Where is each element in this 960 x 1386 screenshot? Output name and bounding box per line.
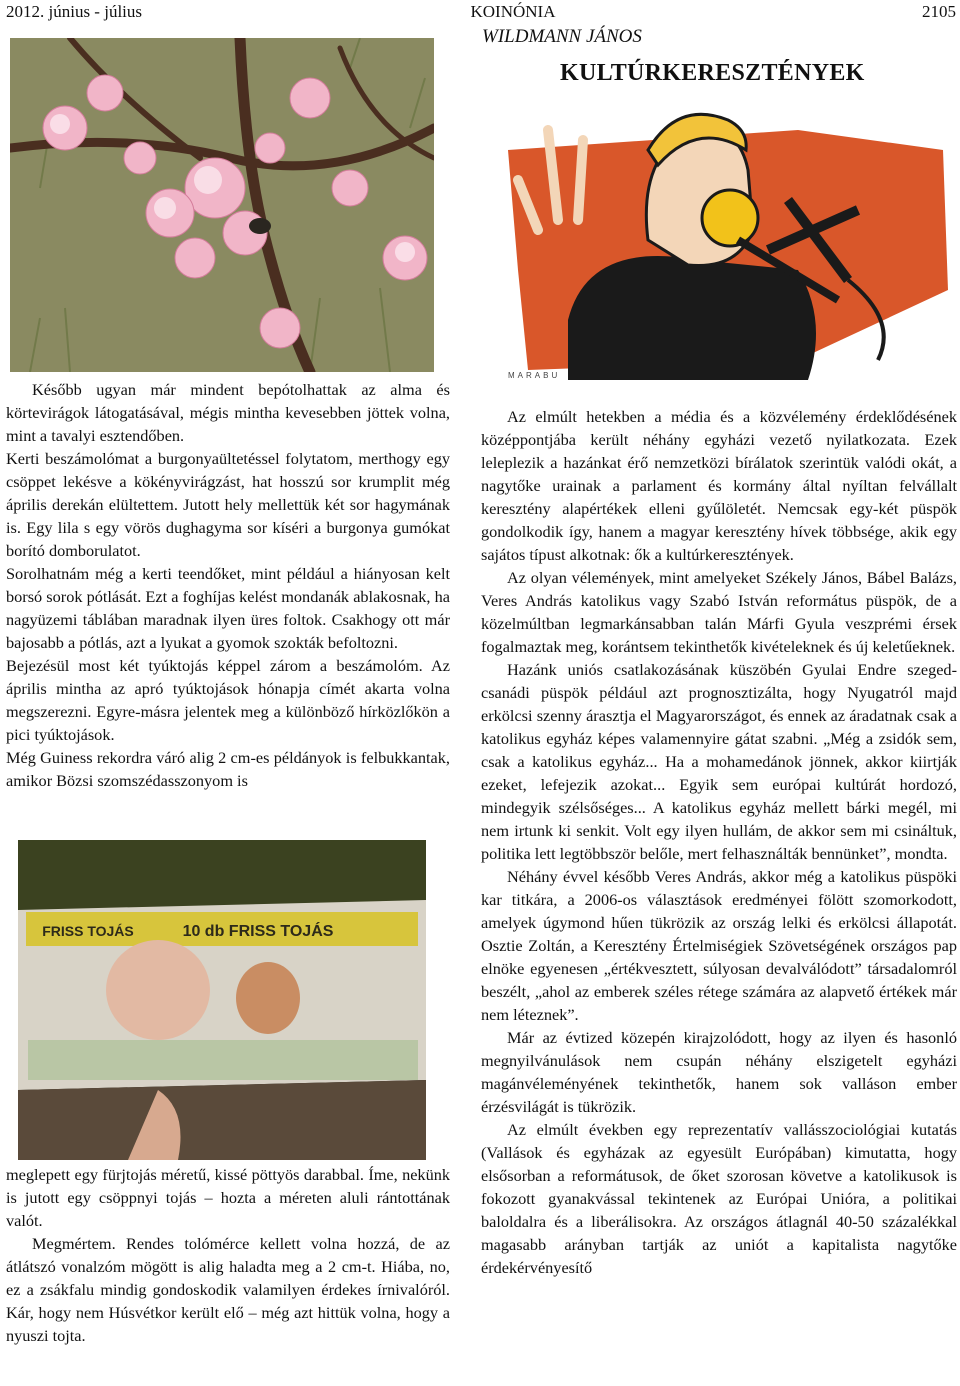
paragraph: Megmértem. Rendes tolómérce kellett volna hozzá, de az átlátszó vonalzóm mögött is alig haladta meg a 2 cm-t. Hiába, no, ez a zsákfalu mindig gondoskodik valamilyen érdekes írnivalóról. Kár, hogy nem Húsvétkor került elő – még azt hittük volna, hogy a nyuszi tojta. xyxy=(6,1234,450,1345)
page-header xyxy=(0,0,960,24)
issue-date: 2012. június - július xyxy=(6,2,143,21)
paragraph: Hazánk uniós csatlakozásának küszöbén Gyulai Endre szeged-csanádi püspök például azt prognosztizálta, hogy Nyugatról majd erkölcsi szenny árasztja el Magyarországot, és ennek az áradatnak csak a katolikus egyház képes valamennyire gátat szabni. „Még a zsidók sem, csak a katolikus egyház... Ha a mohamedánok jönnek, akkor kiirtják ezeket, lefejezik azokat... Egyik sem európai kultúrát hordozó, mindegyik szélsőséges... A katolikus egyház mellett bárki megél, mi nem irtunk ki senkit. Volt egy ilyen hullám, de akkor sem mi csináltuk, politika lett legtöbbször belőle, mert felhasználták bennünket”, mondta. xyxy=(481,660,957,863)
carton-label-2: FRISS TOJÁS xyxy=(42,923,134,939)
cartoon-signature: MARABU xyxy=(508,371,561,380)
page-number: 2105 xyxy=(922,2,956,21)
left-column-bottom xyxy=(6,1163,450,1347)
eggs-photo xyxy=(18,840,426,1160)
cartoon-illustration xyxy=(498,90,960,380)
left-column-top xyxy=(6,378,450,792)
article-title: KULTÚRKERESZTÉNYEK xyxy=(560,60,865,86)
paragraph: Sorolhatnám még a kerti teendőket, mint például a hiányosan kelt borsó sorok pótlását. Ezt a foghíjas kelést mondanák ablakosnak, ha nagyüzemi táblában maradnak ilyen üres foltok. Csakhogy ott már bajosabb a pótlás, azt a lyukat a gyomok szokták befoltozni. xyxy=(6,564,450,652)
paragraph: Az elmúlt hetekben a média és a közvélemény érdeklődésének középpontjába került néhány egyházi vezető nyilatkozata. Ezek leleplezik a hazánkat érő nemzetközi bírálatok szerintük valódi okát, a nagytőke urainak a parlament és kormány által nyíltan felvállalt keresztény alapértékek elleni gyűlöletét. Nemcsak egy-két püspök gondolkodik így, hanem a magyar keresztény hívek többsége, akik egy sajátos típust alkotnak: ők a kultúrkeresztények. xyxy=(481,407,957,564)
paragraph: Az olyan vélemények, mint amelyeket Székely János, Bábel Balázs, Veres András katolikus vagy Szabó István református püspök, de a közelmúltban legmarkánsabban talán Márfi Gyula veszprémi érsek fogalmaztak meg, korántsem tekinthetők kivételeknek és új keletűeknek. xyxy=(481,568,957,656)
paragraph: Az elmúlt években egy reprezentatív vallásszociológiai kutatás (Vallások és egyházak az egyesült Európában) kimutatta, hogy elsősorban a reformátusok, de őket szorosan követve a katolikusok is fokozott gyanakvással tekintenek az Európai Unióra, a politikai baloldalra és a liberálisokra. Az országos átlagnál 40-50 százalékkal magasabb arányban tartják az uniót a kapitalista nagytőke érdekérvényesítő xyxy=(481,1120,957,1277)
eggs-image xyxy=(18,840,426,1160)
paragraph: Még Guiness rekordra váró alig 2 cm-es példányok is felbukkantak, amikor Bözsi szomszédasszonyom is xyxy=(6,748,450,790)
paragraph: Bejezésül most két tyúktojás képpel zárom a beszámolóm. Az április mintha az apró tyúktojások hónapja címét akarta volna megszerezni. Egyre-másra jelentek meg a különböző hírközlőkön a pici tyúktojások. xyxy=(6,656,450,744)
paragraph: Már az évtized közepén kirajzolódott, hogy az ilyen és hasonló megnyilvánulások nem csupán néhány elszigetelt egyházi magánvéleményének tekinthetők, hanem sok valláson ember érzésvilágát is tükrözik. xyxy=(481,1028,957,1116)
journal-name: KOINÓNIA xyxy=(470,2,556,21)
article-author: WILDMANN JÁNOS xyxy=(482,26,642,47)
cartoon-image xyxy=(498,90,960,380)
paragraph: meglepett egy fürjtojás méretű, kissé pöttyös darabbal. Íme, nekünk is jutott egy csöppnyi tojás – hozta a méreten aluli rántottának valót. xyxy=(6,1165,450,1230)
blossom-image xyxy=(10,38,434,372)
right-column xyxy=(481,405,957,1279)
paragraph: Néhány évvel később Veres András, akkor még a katolikus püspöki kar titkára, a 2006-os választások eredményei fölött szomorkodott, amelyek úgymond hűen tükrözik az ország lelki és erkölcsi állapotát. Osztie Zoltán, a Keresztény Értelmiségiek Szövetségének országos pap elnöke egyenesen „értékvesztett, súlyosan devalválódott” társadalomról beszélt, „ahol az emberek széles rétege számára az alapvető értékek már nem léteznek”. xyxy=(481,867,957,1024)
blossom-photo xyxy=(10,38,434,372)
paragraph: Kerti beszámolómat a burgonyaültetéssel folytatom, merthogy egy csöppet lekésve a kökényvirágzást, hat hosszú sor krumplit még április derekán elültettem. Jutott hely mellettük két sor hagymának is. Egy lila s egy vörös dughagyma sor kíséri a burgonya gumókat borító domborulatot. xyxy=(6,449,450,560)
carton-label-1: 10 db FRISS TOJÁS xyxy=(182,923,334,940)
paragraph: Később ugyan már mindent bepótolhattak az alma és körtevirágok látogatásával, mégis mintha kevesebben jöttek volna, mint a tavalyi esztendőben. xyxy=(6,380,450,445)
